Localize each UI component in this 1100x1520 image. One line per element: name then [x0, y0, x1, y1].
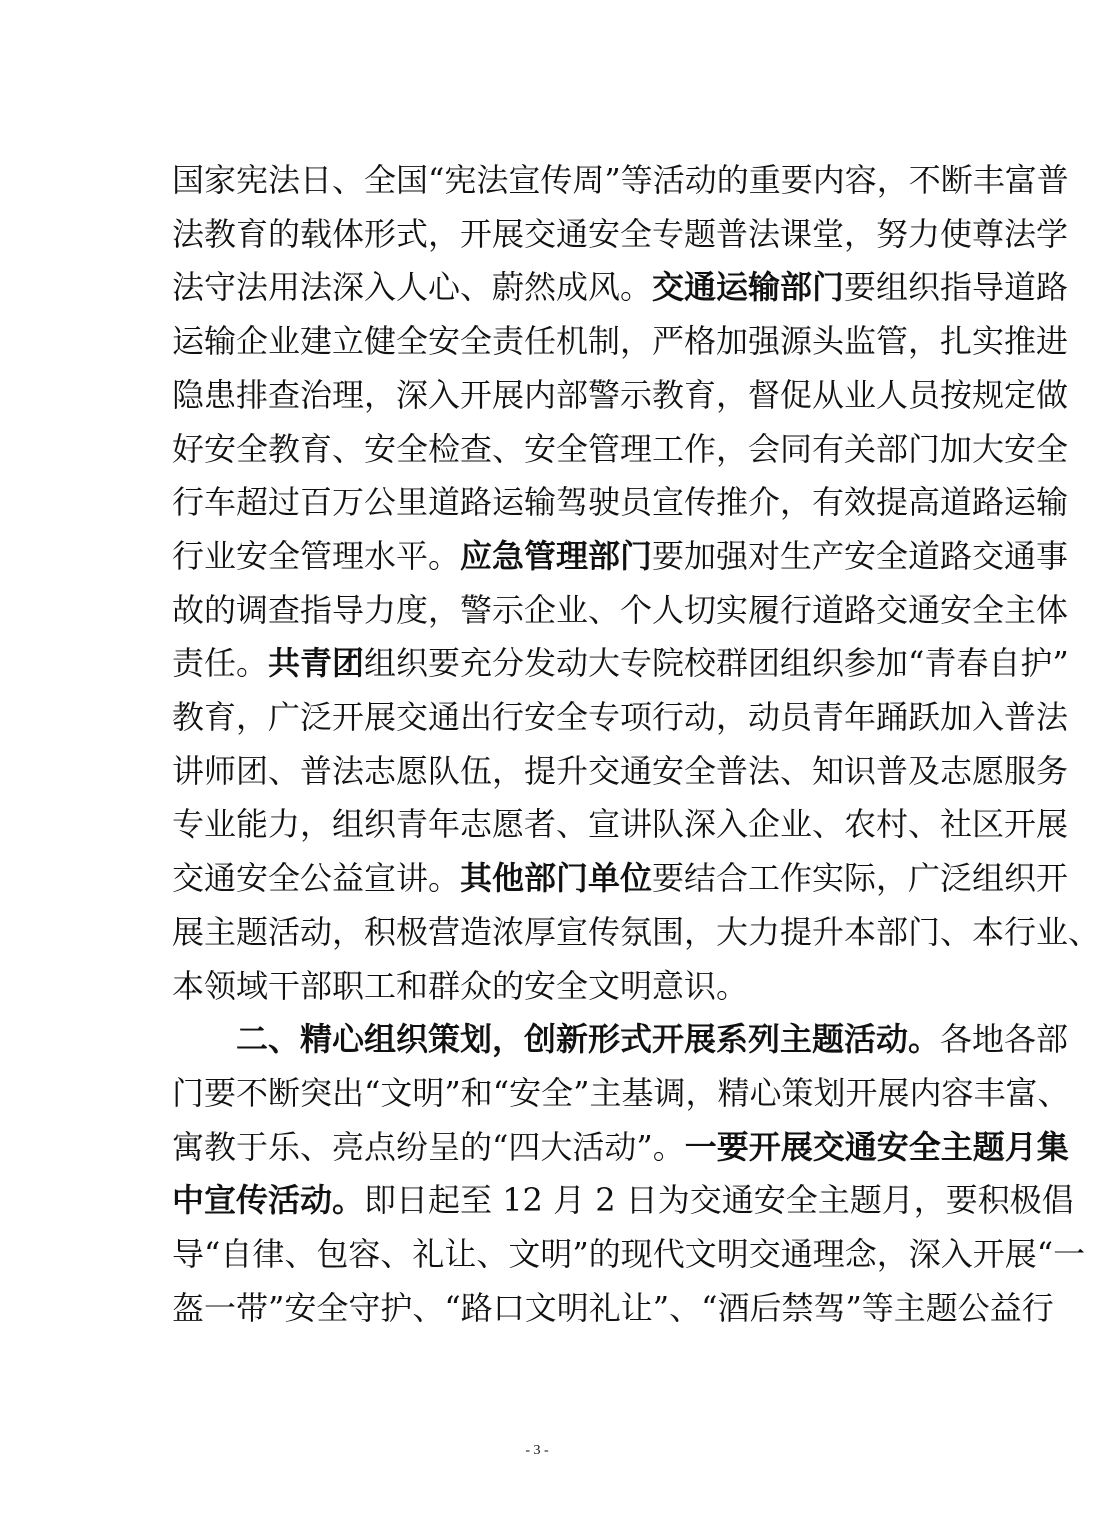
- text-segment: 法教育的载体形式，开展交通安全专题普法课堂，努力使尊法学: [172, 214, 1069, 253]
- text-segment: 责任。: [172, 644, 269, 683]
- text-line: [172, 267, 1069, 307]
- text-line: [172, 160, 1069, 200]
- bold-text-segment: 其他部门单位: [460, 859, 653, 898]
- text-line: [172, 1180, 1074, 1220]
- text-segment: 即日起至 12 月 2 日为交通安全主题月，要积极倡: [364, 1181, 1074, 1220]
- text-line: [172, 482, 1069, 522]
- text-line: [172, 1234, 1086, 1274]
- text-segment: 隐患排查治理，深入开展内部警示教育，督促从业人员按规定做: [172, 375, 1069, 414]
- text-line: [172, 966, 940, 1006]
- text-segment: 要结合工作实际，广泛组织开: [652, 859, 1069, 898]
- text-segment: 交通安全公益宣讲。: [172, 859, 461, 898]
- text-line: [172, 804, 1069, 844]
- text-line: [172, 1127, 1069, 1167]
- text-line: [172, 321, 1069, 361]
- bold-text-segment: 一要开展交通安全主题月集: [684, 1127, 1069, 1166]
- text-segment: 运输企业建立健全安全责任机制，严格加强源头监管，扎实推进: [172, 322, 1069, 361]
- text-segment: 故的调查指导力度，警示企业、个人切实履行道路交通安全主体: [172, 590, 1069, 629]
- text-line: [172, 375, 1069, 415]
- text-segment: 讲师团、普法志愿队伍，提升交通安全普法、知识普及志愿服务: [172, 751, 1069, 790]
- text-segment: 展主题活动，积极营造浓厚宣传氛围，大力提升本部门、本行业、: [172, 912, 1100, 951]
- text-segment: 导“自律、包容、礼让、文明”的现代文明交通理念，深入开展“一: [172, 1235, 1086, 1273]
- text-line: [172, 697, 1069, 737]
- text-segment: 盔一带”安全守护、“路口文明礼让”、“酒后禁驾”等主题公益行: [172, 1288, 1054, 1327]
- text-line: [172, 1019, 1069, 1059]
- text-line: [172, 429, 1069, 469]
- text-line: [172, 1073, 1070, 1113]
- bold-text-segment: 应急管理部门: [460, 536, 653, 575]
- text-segment: 各地各部: [940, 1020, 1069, 1059]
- text-segment: 国家宪法日、全国“宪法宣传周”等活动的重要内容，不断丰富普: [172, 161, 1069, 199]
- text-line: [172, 912, 1100, 952]
- text-segment: 寓教于乐、亮点纷呈的“四大活动”。: [172, 1127, 685, 1166]
- text-segment: [172, 1020, 236, 1058]
- text-line: [172, 643, 1069, 683]
- text-line: [172, 214, 1069, 254]
- text-segment: 好安全教育、安全检查、安全管理工作，会同有关部门加大安全: [172, 429, 1069, 468]
- text-segment: 教育，广泛开展交通出行安全专项行动，动员青年踊跃加入普法: [172, 698, 1069, 736]
- text-segment: 行业安全管理水平。: [172, 536, 461, 575]
- text-segment: 行车超过百万公里道路运输驾驶员宣传推介，有效提高道路运输: [172, 483, 1069, 522]
- text-segment: 法守法用法深入人心、蔚然成风。: [172, 268, 653, 307]
- text-segment: 门要不断突出“文明”和“安全”主基调，精心策划开展内容丰富、: [172, 1073, 1070, 1112]
- text-segment: 要加强对生产安全道路交通事: [652, 536, 1069, 575]
- text-line: [172, 751, 1069, 791]
- text-line: [172, 1288, 1054, 1328]
- bold-text-segment: 交通运输部门: [652, 268, 845, 307]
- bold-text-segment: 中宣传活动。: [172, 1181, 365, 1220]
- bold-text-segment: 二、精心组织策划，创新形式开展系列主题活动。: [236, 1020, 941, 1059]
- text-segment: 组织要充分发动大专院校群团组织参加“青春自护”: [364, 644, 1069, 683]
- bold-text-segment: 共青团: [268, 644, 365, 683]
- text-line: [172, 536, 1069, 576]
- page-number: - 3 -: [525, 1443, 549, 1458]
- text-line: [172, 590, 1069, 630]
- text-segment: 要组织指导道路: [844, 268, 1069, 307]
- text-line: [172, 858, 1069, 898]
- text-segment: 专业能力，组织青年志愿者、宣讲队深入企业、农村、社区开展: [172, 805, 1069, 844]
- text-segment: 本领域干部职工和群众的安全文明意识。: [172, 966, 749, 1005]
